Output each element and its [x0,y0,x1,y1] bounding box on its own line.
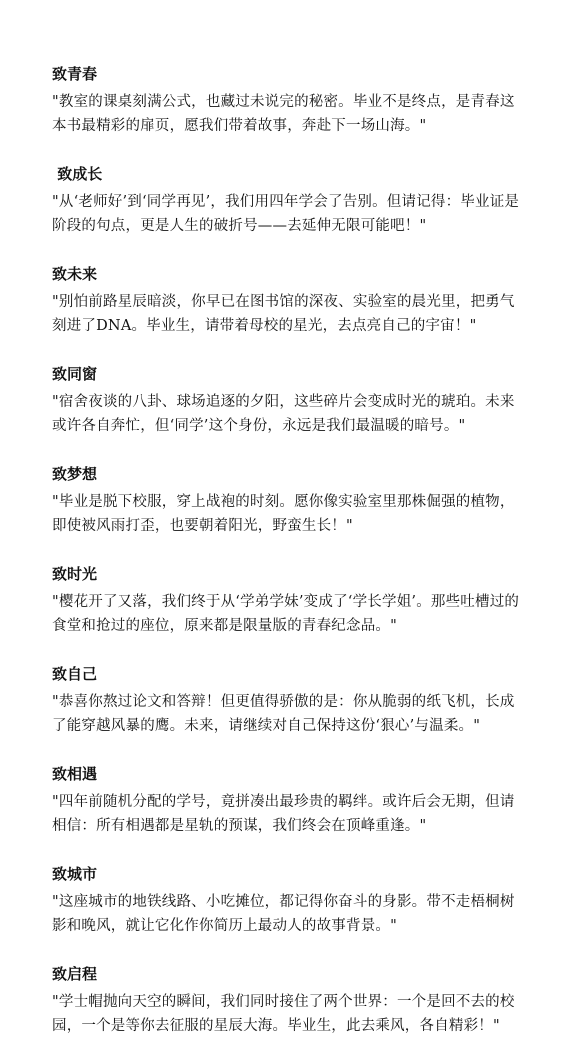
entry-title: 致未来 [52,265,98,283]
entry-title: 致城市 [52,865,98,883]
entry-body: "樱花开了又落，我们终于从‘学弟学妹’变成了‘学长学姐’。那些吐槽过的食堂和抢过的座位，原来都是限量版的青春纪念品。" [52,594,520,634]
entry-body: "教室的课桌刻满公式，也藏过未说完的秘密。毕业不是终点，是青春这本书最精彩的扉页，愿我们带着故事，奔赴下一场山海。" [52,94,515,134]
entry-title: 致梦想 [52,465,98,483]
entry-youth [52,64,521,138]
entry-encounters [52,764,521,838]
entry-body: "从‘老师好’到‘同学再见’，我们用四年学会了告别。但请记得：毕业证是阶段的句点，更是人生的破折号——去延伸无限可能吧！" [52,194,520,234]
entry-title: 致启程 [52,965,98,983]
entry-body: "恭喜你熬过论文和答辩！但更值得骄傲的是：你从脆弱的纸飞机，长成了能穿越风暴的鹰。未来，请继续对自己保持这份‘狠心’与温柔。" [52,694,515,734]
entry-body: "四年前随机分配的学号，竟拼凑出最珍贵的羁绊。或许后会无期，但请相信：所有相遇都是星轨的预谋，我们终会在顶峰重逢。" [52,794,515,834]
entry-title: 致自己 [52,665,98,683]
entry-title: 致时光 [52,565,98,583]
entry-future [52,264,521,338]
entry-body: "学士帽抛向天空的瞬间，我们同时接住了两个世界：一个是回不去的校园，一个是等你去征服的星辰大海。毕业生，此去乘风，各自精彩！" [52,994,515,1034]
entry-body: "毕业是脱下校服，穿上战袍的时刻。愿你像实验室里那株倔强的植物，即使被风雨打歪，也要朝着阳光，野蛮生长！" [52,494,515,534]
entry-title: 致相遇 [52,765,98,783]
entry-time [52,564,521,638]
entry-body: "宿舍夜谈的八卦、球场追逐的夕阳，这些碎片会变成时光的琥珀。未来或许各自奔忙，但‘同学’这个身份，永远是我们最温暖的暗号。" [52,394,515,434]
entry-title: 致成长 [52,165,103,183]
entry-classmates [52,364,521,438]
entry-body: "这座城市的地铁线路、小吃摊位，都记得你奋斗的身影。带不走梧桐树影和晚风，就让它化作你简历上最动人的故事背景。" [52,894,515,934]
entry-city [52,864,521,938]
entry-self [52,664,521,738]
entry-body: "别怕前路星辰暗淡，你早已在图书馆的深夜、实验室的晨光里，把勇气刻进了DNA。毕业生，请带着母校的星光，去点亮自己的宇宙！" [52,294,515,334]
entry-dreams [52,464,521,538]
entry-title: 致同窗 [52,365,98,383]
entry-departure [52,964,521,1038]
entry-growth [52,164,521,238]
entry-title: 致青春 [52,65,98,83]
